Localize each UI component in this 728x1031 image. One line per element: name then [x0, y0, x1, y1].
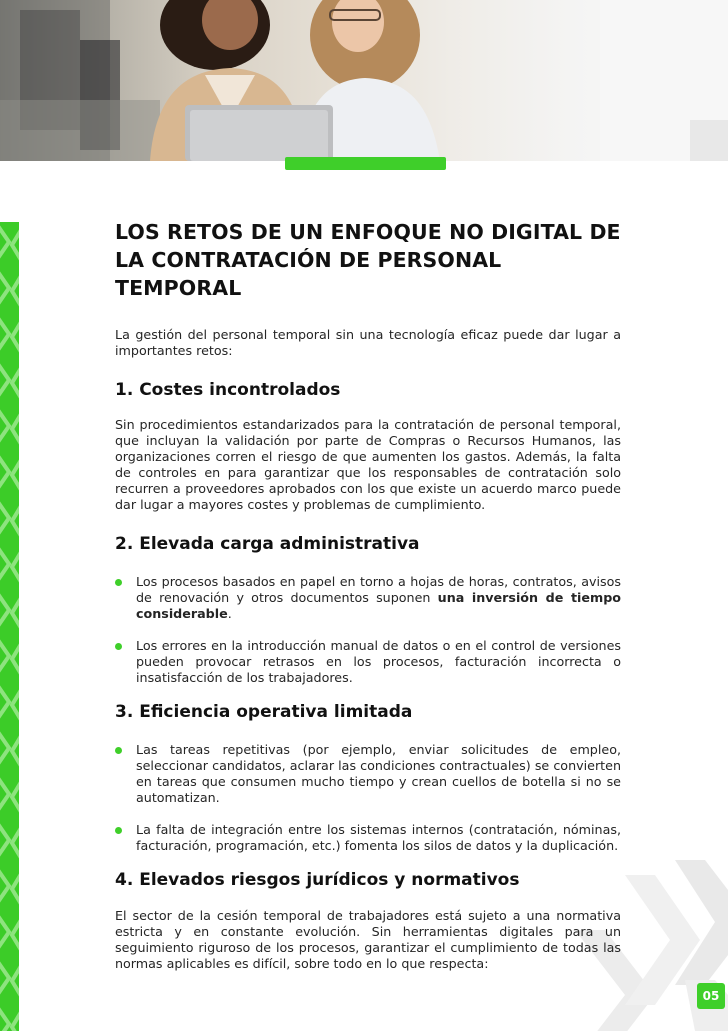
list-item: Los errores en la introducción manual de datos o en el control de versiones pueden provocar retrasos en los procesos, facturación incorrecta o insatisfacción de los trabajadores.	[115, 638, 621, 686]
page-title	[115, 218, 621, 302]
page-number-badge: 05	[697, 983, 725, 1009]
section-1-paragraph: Sin procedimientos estandarizados para la contratación de personal temporal, que incluyan la validación por parte de Compras o Recursos Humanos, las organizaciones corren el riesgo de que aumenten los gastos. Además, la falta de controles en para garantizar que los responsables de contratación solo recurren a proveedores aprobados con los que existe un acuerdo marco puede dar lugar a mayores costes y problemas de cumplimiento.	[115, 417, 621, 512]
list-item: La falta de integración entre los sistemas internos (contratación, nóminas, facturación, programación, etc.) fomenta los silos de datos y la duplicación.	[115, 822, 621, 854]
content	[115, 218, 621, 972]
section-2-heading: 2. Elevada carga administrativa	[115, 534, 420, 554]
section-1-heading: 1. Costes incontrolados	[115, 380, 341, 400]
title-line-1: LOS RETOS DE UN ENFOQUE NO DIGITAL DE	[115, 220, 621, 244]
hero-accent-bar	[285, 157, 446, 170]
section-4-paragraph: El sector de la cesión temporal de trabajadores está sujeto a una normativa estricta y en constante evolución. Sin herramientas digitales para un seguimiento riguroso de los procesos, garantizar el cumplimiento de todas las normas aplicables es difícil, sobre todo en lo que respecta:	[115, 908, 621, 971]
hero-photo	[0, 0, 728, 161]
list-item: Las tareas repetitivas (por ejemplo, enviar solicitudes de empleo, seleccionar candidatos, aclarar las condiciones contractuales) se convierten en tareas que consumen mucho tiempo y crean cuellos de botella si no se automatizan.	[115, 742, 621, 806]
section-3-list	[115, 742, 621, 854]
section-3-heading: 3. Eficiencia operativa limitada	[115, 702, 413, 722]
chevron-pattern-icon	[0, 222, 19, 1031]
title-line-2: LA CONTRATACIÓN DE PERSONAL TEMPORAL	[115, 248, 502, 300]
intro-paragraph: La gestión del personal temporal sin una tecnología eficaz puede dar lugar a importantes retos:	[115, 327, 621, 358]
photo-two-women-laptop-icon	[0, 0, 728, 161]
list-item: Los procesos basados en papel en torno a hojas de horas, contratos, avisos de renovación y otros documentos suponen una inversión de tiempo considerable.	[115, 574, 621, 622]
section-2-list	[115, 574, 621, 686]
section-4-heading: 4. Elevados riesgos jurídicos y normativos	[115, 870, 520, 890]
side-chevron-strip	[0, 222, 19, 1031]
